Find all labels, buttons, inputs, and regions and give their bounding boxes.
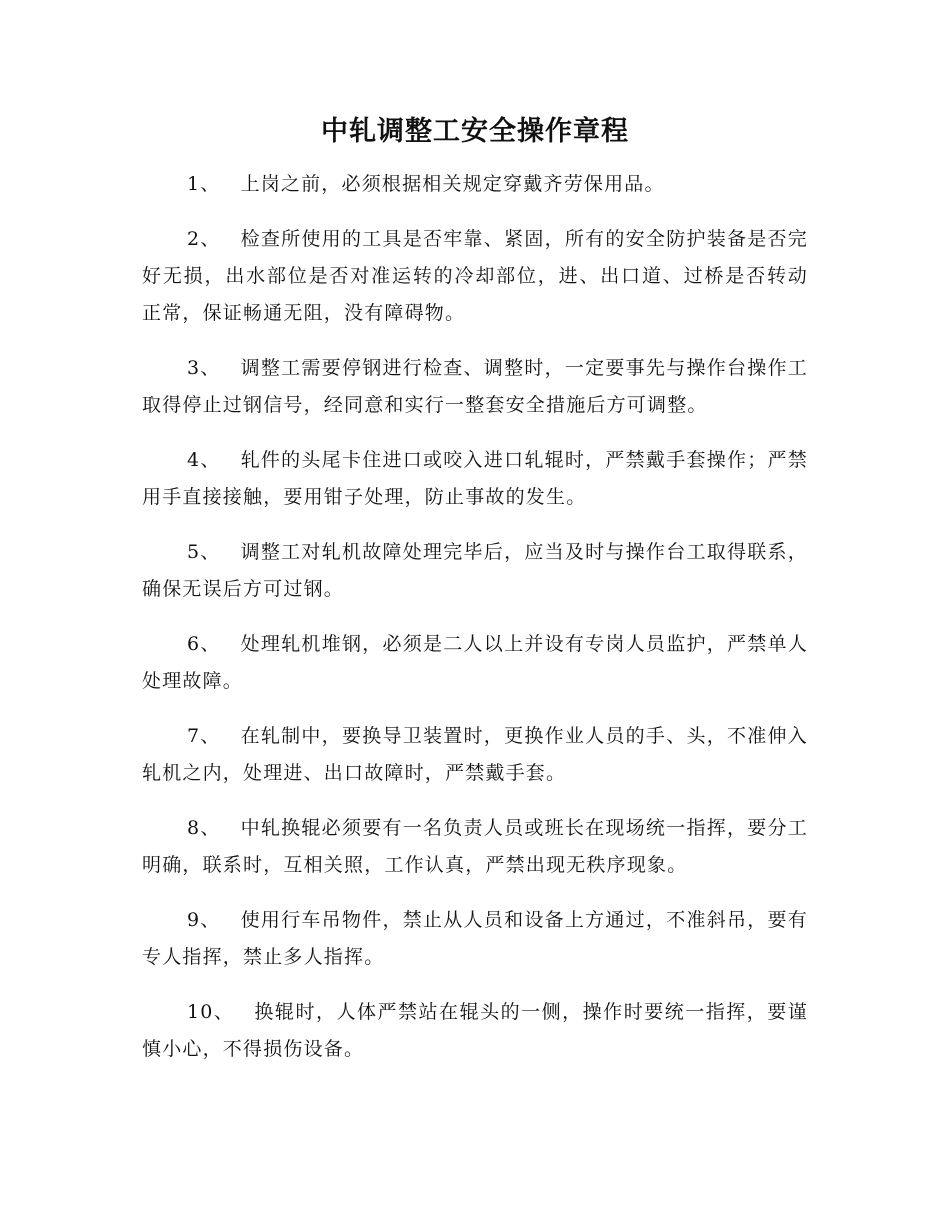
rule-number: 9、 xyxy=(187,909,221,931)
rule-text: 处理轧机堆钢，必须是二人以上并设有专岗人员监护，严禁单人处理故障。 xyxy=(142,633,808,692)
rule-text: 检查所使用的工具是否牢靠、紧固，所有的安全防护装备是否完好无损，出水部位是否对准运转的冷却部位，进、出口道、过桥是否转动正常，保证畅通无阻，没有障碍物。 xyxy=(142,228,808,324)
rules-list xyxy=(142,166,808,1086)
rule-number: 1、 xyxy=(187,173,221,195)
rule-number: 10、 xyxy=(187,1001,235,1023)
rule-text: 调整工对轧机故障处理完毕后，应当及时与操作台工取得联系，确保无误后方可过钢。 xyxy=(142,541,808,600)
rule-number: 2、 xyxy=(187,228,221,250)
rule-text: 换辊时，人体严禁站在辊头的一侧，操作时要统一指挥，要谨慎小心，不得损伤设备。 xyxy=(142,1001,809,1060)
rule-item-2 xyxy=(142,221,808,332)
rule-text: 在轧制中，要换导卫装置时，更换作业人员的手、头，不准伸入轧机之内，处理进、出口故障时，严禁戴手套。 xyxy=(142,725,808,784)
rule-item-7 xyxy=(142,718,808,792)
rule-text: 使用行车吊物件，禁止从人员和设备上方通过，不准斜吊，要有专人指挥，禁止多人指挥。 xyxy=(142,909,808,968)
rule-item-6 xyxy=(142,626,808,700)
rule-number: 7、 xyxy=(187,725,221,747)
rule-text: 轧件的头尾卡住进口或咬入进口轧辊时，严禁戴手套操作；严禁用手直接接触，要用钳子处理，防止事故的发生。 xyxy=(142,449,808,508)
rule-number: 5、 xyxy=(187,541,221,563)
rule-text: 上岗之前，必须根据相关规定穿戴齐劳保用品。 xyxy=(240,173,665,195)
rule-item-8 xyxy=(142,810,808,884)
rule-number: 4、 xyxy=(187,449,221,471)
rule-item-9 xyxy=(142,902,808,976)
rule-item-4 xyxy=(142,442,808,516)
rule-number: 3、 xyxy=(187,357,221,379)
rule-number: 6、 xyxy=(187,633,221,655)
rule-item-1 xyxy=(142,166,808,203)
rule-number: 8、 xyxy=(187,817,221,839)
document-title: 中轧调整工安全操作章程 xyxy=(321,116,629,147)
rule-item-5 xyxy=(142,534,808,608)
rule-text: 中轧换辊必须要有一名负责人员或班长在现场统一指挥，要分工明确，联系时，互相关照，工作认真，严禁出现无秩序现象。 xyxy=(142,817,808,876)
rule-item-3 xyxy=(142,350,808,424)
rule-text: 调整工需要停钢进行检查、调整时，一定要事先与操作台操作工取得停止过钢信号，经同意和实行一整套安全措施后方可调整。 xyxy=(142,357,808,416)
rule-item-10 xyxy=(142,994,808,1068)
